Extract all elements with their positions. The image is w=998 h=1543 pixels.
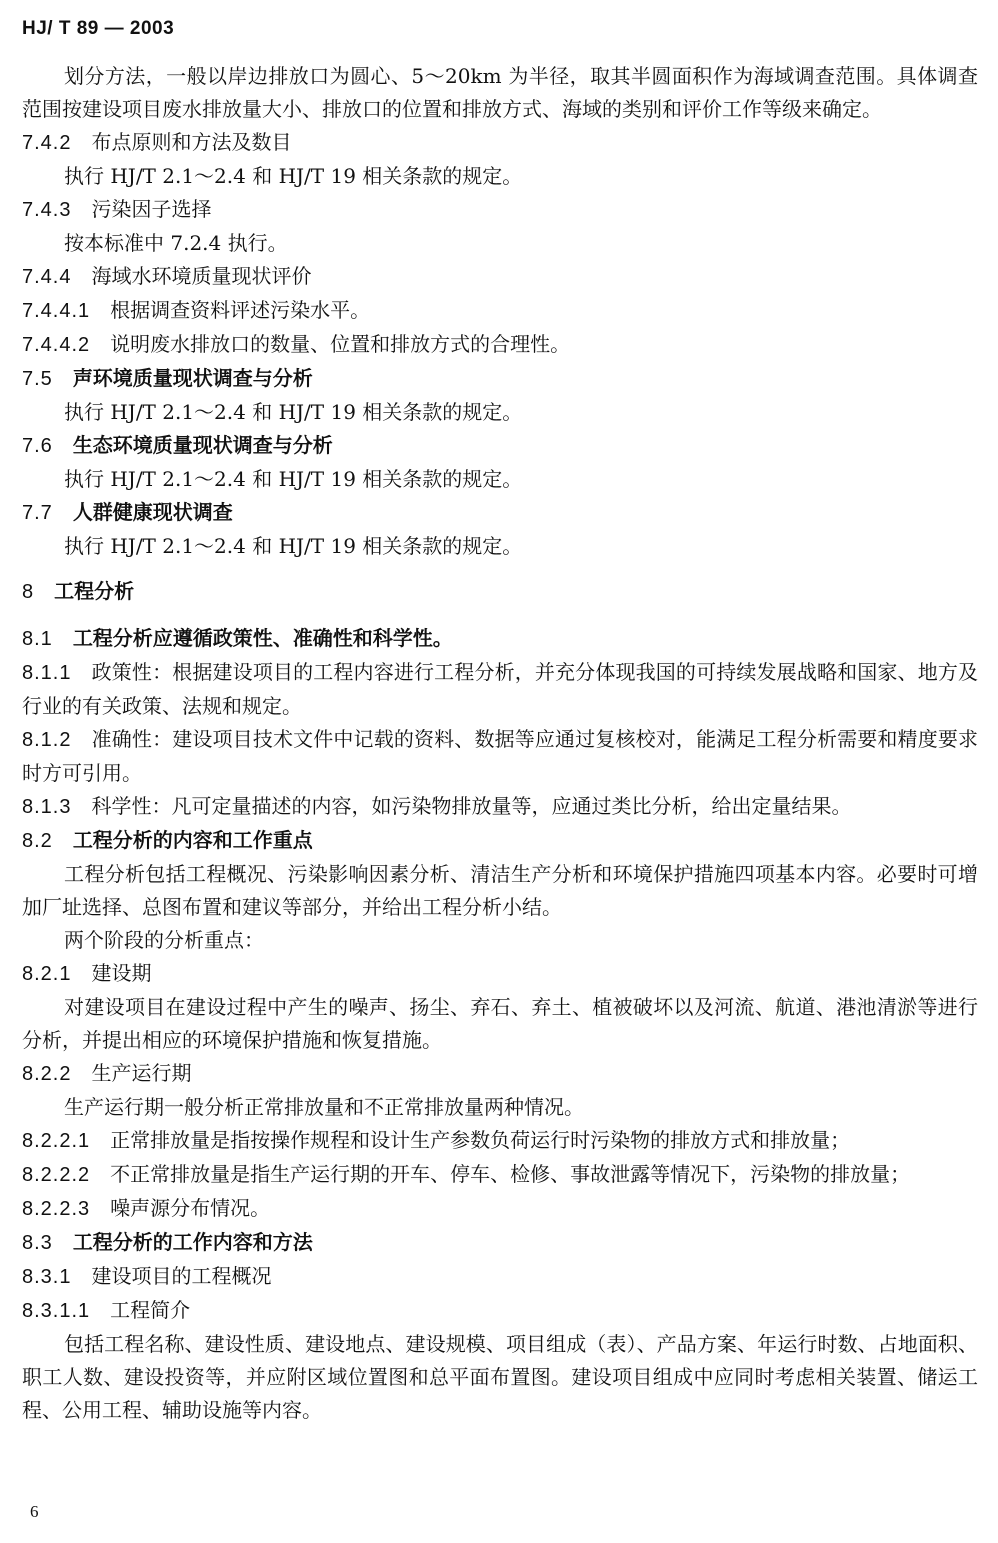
clause-text: 工程简介 (110, 1298, 191, 1322)
section-heading (22, 496, 978, 530)
clause-text: 说明废水排放口的数量、位置和排放方式的合理性。 (110, 332, 571, 356)
clause-number: 8 (22, 581, 35, 603)
clause-number: 8.2.2.3 (22, 1198, 91, 1220)
clause-text: 政策性：根据建设项目的工程内容进行工程分析，并充分体现我国的可持续发展战略和国家、地方及行业的有关政策、法规和规定。 (22, 660, 978, 718)
clause-number: 8.2.2.2 (22, 1164, 91, 1186)
clause-number: 8.3.1 (22, 1266, 72, 1288)
clause-number: 8.3 (22, 1232, 53, 1254)
clause-text: 工程分析的内容和工作重点 (72, 830, 313, 852)
body-paragraph: 工程分析包括工程概况、污染影响因素分析、清洁生产分析和环境保护措施四项基本内容。必要时可增加厂址选择、总图布置和建议等部分，并给出工程分析小结。 (22, 862, 978, 919)
clause-number: 7.5 (22, 368, 53, 390)
section-heading (22, 824, 978, 858)
clause-number: 8.1 (22, 628, 53, 650)
body-paragraph: 执行 HJ/T 2.1～2.4 和 HJ/T 19 相关条款的规定。 (64, 400, 523, 424)
clause-number: 8.1.3 (22, 796, 72, 818)
section-heading (22, 575, 978, 609)
clause-text: 准确性：建设项目技术文件中记载的资料、数据等应通过复核校对，能满足工程分析需要和精度要求时方可引用。 (22, 727, 978, 785)
clause-item (22, 957, 978, 991)
clause-text: 污染因子选择 (91, 197, 212, 221)
body-paragraph: 划分方法，一般以岸边排放口为圆心、5～20km 为半径，取其半圆面积作为海域调查范围。具体调查范围按建设项目废水排放量大小、排放口的位置和排放方式、海域的类别和评价工作等级来确定。 (22, 64, 978, 121)
section-heading (22, 429, 978, 463)
clause-text: 正常排放量是指按操作规程和设计生产参数负荷运行时污染物的排放方式和排放量； (110, 1128, 851, 1152)
clause-item (22, 294, 978, 328)
body-paragraph: 按本标准中 7.2.4 执行。 (64, 231, 288, 255)
body-paragraph: 两个阶段的分析重点： (64, 928, 264, 952)
clause-number: 8.1.1 (22, 662, 72, 684)
standard-code: HJ/ T 89 — 2003 (22, 18, 175, 39)
section-heading (22, 622, 978, 656)
clause-number: 7.4.4 (22, 266, 72, 288)
clause-number: 7.4.2 (22, 132, 72, 154)
clause-text: 海域水环境质量现状评价 (91, 264, 312, 288)
body-paragraph: 生产运行期一般分析正常排放量和不正常排放量两种情况。 (64, 1095, 584, 1119)
clause-text: 建设期 (91, 961, 152, 985)
body-paragraph: 包括工程名称、建设性质、建设地点、建设规模、项目组成（表）、产品方案、年运行时数、占地面积、职工人数、建设投资等，并应附区域位置图和总平面布置图。建设项目组成中应同时考虑相关装置、储运工程、公用工程、辅助设施等内容。 (22, 1332, 978, 1422)
section-heading (22, 1226, 978, 1260)
clause-number: 8.1.2 (22, 729, 72, 751)
clause-number: 8.2 (22, 830, 53, 852)
section-heading (22, 362, 978, 396)
clause-text: 噪声源分布情况。 (110, 1196, 271, 1220)
clause-text: 生态环境质量现状调查与分析 (72, 435, 333, 457)
clause-number: 8.2.2.1 (22, 1130, 91, 1152)
clause-number: 7.4.4.2 (22, 334, 91, 356)
clause-text: 工程分析的工作内容和方法 (72, 1232, 313, 1254)
clause-text: 不正常排放量是指生产运行期的开车、停车、检修、事故泄露等情况下，污染物的排放量； (110, 1162, 911, 1186)
clause-number: 7.7 (22, 502, 53, 524)
clause-text: 建设项目的工程概况 (91, 1264, 272, 1288)
clause-text: 布点原则和方法及数目 (91, 130, 292, 154)
body-paragraph: 执行 HJ/T 2.1～2.4 和 HJ/T 19 相关条款的规定。 (64, 164, 523, 188)
body-paragraph: 执行 HJ/T 2.1～2.4 和 HJ/T 19 相关条款的规定。 (64, 534, 523, 558)
clause-item (22, 790, 978, 824)
clause-item (22, 1158, 978, 1192)
clause-item (22, 126, 978, 160)
clause-number: 8.2.1 (22, 963, 72, 985)
clause-item (22, 260, 978, 294)
clause-text: 科学性：凡可定量描述的内容，如污染物排放量等，应通过类比分析，给出定量结果。 (91, 794, 852, 818)
clause-item (22, 328, 978, 362)
clause-number: 7.4.3 (22, 199, 72, 221)
clause-text: 生产运行期 (91, 1061, 192, 1085)
clause-number: 7.6 (22, 435, 53, 457)
clause-number: 7.4.4.1 (22, 300, 91, 322)
page-number: 6 (30, 1502, 39, 1521)
clause-item (22, 723, 978, 790)
clause-item (22, 656, 978, 723)
clause-text: 工程分析应遵循政策性、准确性和科学性。 (72, 628, 453, 650)
clause-item (22, 1260, 978, 1294)
clause-item (22, 1294, 978, 1328)
clause-item (22, 1057, 978, 1091)
body-paragraph: 执行 HJ/T 2.1～2.4 和 HJ/T 19 相关条款的规定。 (64, 467, 523, 491)
clause-number: 8.3.1.1 (22, 1300, 91, 1322)
clause-text: 工程分析 (54, 581, 135, 603)
clause-text: 人群健康现状调查 (72, 502, 233, 524)
clause-number: 8.2.2 (22, 1063, 72, 1085)
clause-text: 声环境质量现状调查与分析 (72, 368, 313, 390)
clause-text: 根据调查资料评述污染水平。 (110, 298, 371, 322)
body-paragraph: 对建设项目在建设过程中产生的噪声、扬尘、弃石、弃土、植被破坏以及河流、航道、港池清淤等进行分析，并提出相应的环境保护措施和恢复措施。 (22, 995, 978, 1052)
clause-item (22, 1192, 978, 1226)
clause-item (22, 1124, 978, 1158)
clause-item (22, 193, 978, 227)
document-body (22, 60, 978, 1427)
